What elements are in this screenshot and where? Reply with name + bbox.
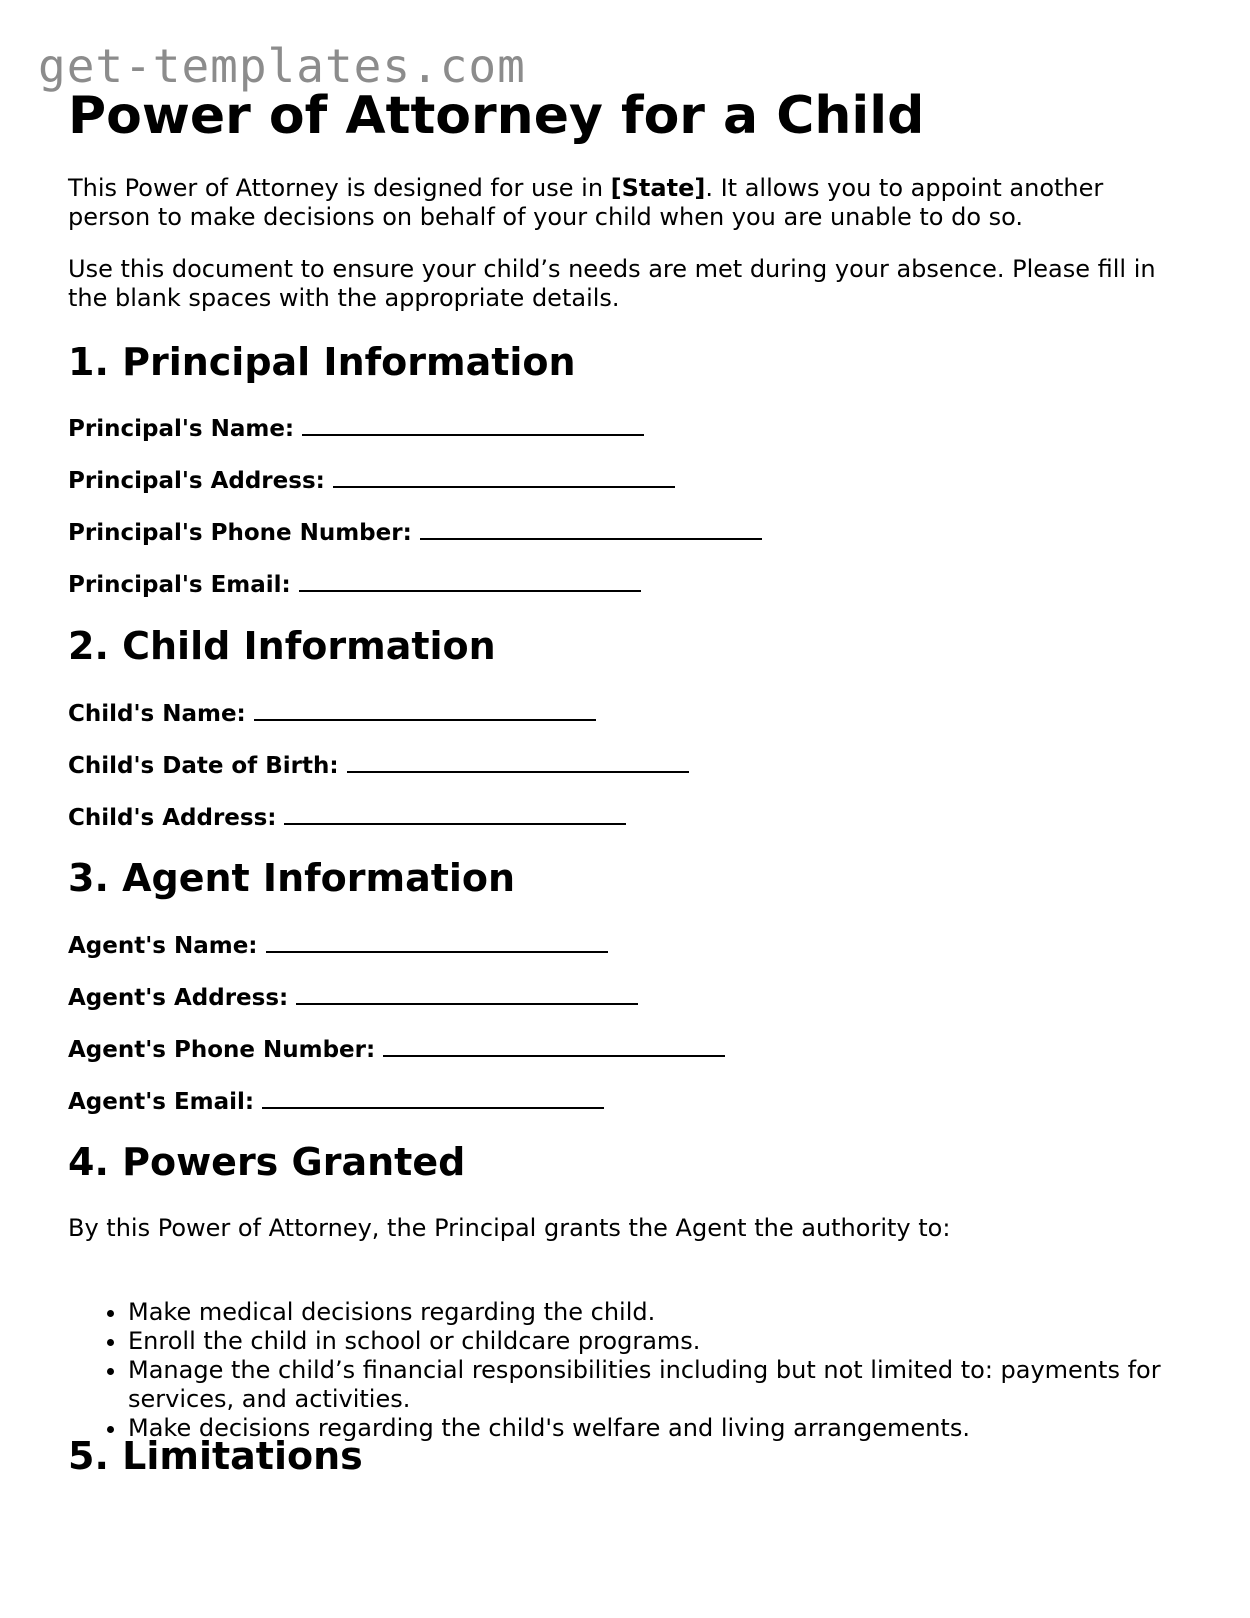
principal-name-blank[interactable] bbox=[302, 412, 644, 436]
powers-lead-text: By this Power of Attorney, the Principal grants the Agent the authority to: bbox=[68, 1214, 951, 1242]
state-placeholder: [State] bbox=[610, 174, 706, 202]
field-label: Principal's Name: bbox=[68, 416, 295, 442]
intro-text-after-state: . It allows you to appoint another person to make decisions on behalf of your child when you are unable to do so. bbox=[68, 174, 1104, 231]
field-label: Agent's Name: bbox=[68, 933, 258, 959]
intro-paragraph-1 bbox=[68, 174, 1188, 232]
agent-name-field bbox=[68, 929, 608, 960]
child-name-field bbox=[68, 697, 596, 728]
field-label: Child's Name: bbox=[68, 701, 246, 727]
principal-phone-blank[interactable] bbox=[420, 516, 762, 540]
field-label: Principal's Address: bbox=[68, 468, 325, 494]
field-label: Agent's Address: bbox=[68, 985, 289, 1011]
agent-email-field bbox=[68, 1085, 604, 1116]
field-label: Child's Address: bbox=[68, 805, 277, 831]
field-label: Child's Date of Birth: bbox=[68, 753, 339, 779]
list-item: • Manage the child’s financial responsibilities including but not limited to: payments for services, and activities. bbox=[128, 1356, 1188, 1414]
intro-paragraph-2: Use this document to ensure your child’s needs are met during your absence. Please fill in the blank spaces with the appropriate details. bbox=[68, 255, 1156, 312]
document-title: Power of Attorney for a Child bbox=[68, 86, 925, 146]
field-label: Agent's Email: bbox=[68, 1089, 255, 1115]
principal-name-field bbox=[68, 412, 644, 443]
principal-email-field bbox=[68, 568, 641, 599]
principal-address-field bbox=[68, 464, 675, 495]
section-heading-limitations: 5. Limitations bbox=[68, 1434, 363, 1478]
agent-address-field bbox=[68, 981, 638, 1012]
agent-name-blank[interactable] bbox=[266, 929, 608, 953]
list-item: • Make decisions regarding the child's welfare and living arrangements. bbox=[128, 1414, 1188, 1443]
principal-address-blank[interactable] bbox=[333, 464, 675, 488]
field-label: Principal's Phone Number: bbox=[68, 520, 412, 546]
watermark: get-templates.com bbox=[38, 39, 526, 93]
agent-address-blank[interactable] bbox=[296, 981, 638, 1005]
agent-phone-field bbox=[68, 1033, 725, 1064]
intro-text-before-state: This Power of Attorney is designed for use in bbox=[68, 174, 611, 202]
agent-phone-blank[interactable] bbox=[383, 1033, 725, 1057]
section-heading-principal: 1. Principal Information bbox=[68, 340, 576, 384]
field-label: Agent's Phone Number: bbox=[68, 1037, 376, 1063]
agent-email-blank[interactable] bbox=[262, 1085, 604, 1109]
powers-list bbox=[68, 1298, 1188, 1443]
list-item: • Make medical decisions regarding the child. bbox=[128, 1298, 1188, 1327]
child-address-blank[interactable] bbox=[284, 801, 626, 825]
section-heading-child: 2. Child Information bbox=[68, 624, 496, 668]
child-name-blank[interactable] bbox=[254, 697, 596, 721]
section-heading-agent: 3. Agent Information bbox=[68, 856, 516, 900]
principal-email-blank[interactable] bbox=[299, 568, 641, 592]
list-item: • Enroll the child in school or childcare programs. bbox=[128, 1327, 1188, 1356]
field-label: Principal's Email: bbox=[68, 572, 291, 598]
section-heading-powers: 4. Powers Granted bbox=[68, 1140, 466, 1184]
principal-phone-field bbox=[68, 516, 762, 547]
child-dob-field bbox=[68, 749, 689, 780]
child-dob-blank[interactable] bbox=[347, 749, 689, 773]
child-address-field bbox=[68, 801, 626, 832]
